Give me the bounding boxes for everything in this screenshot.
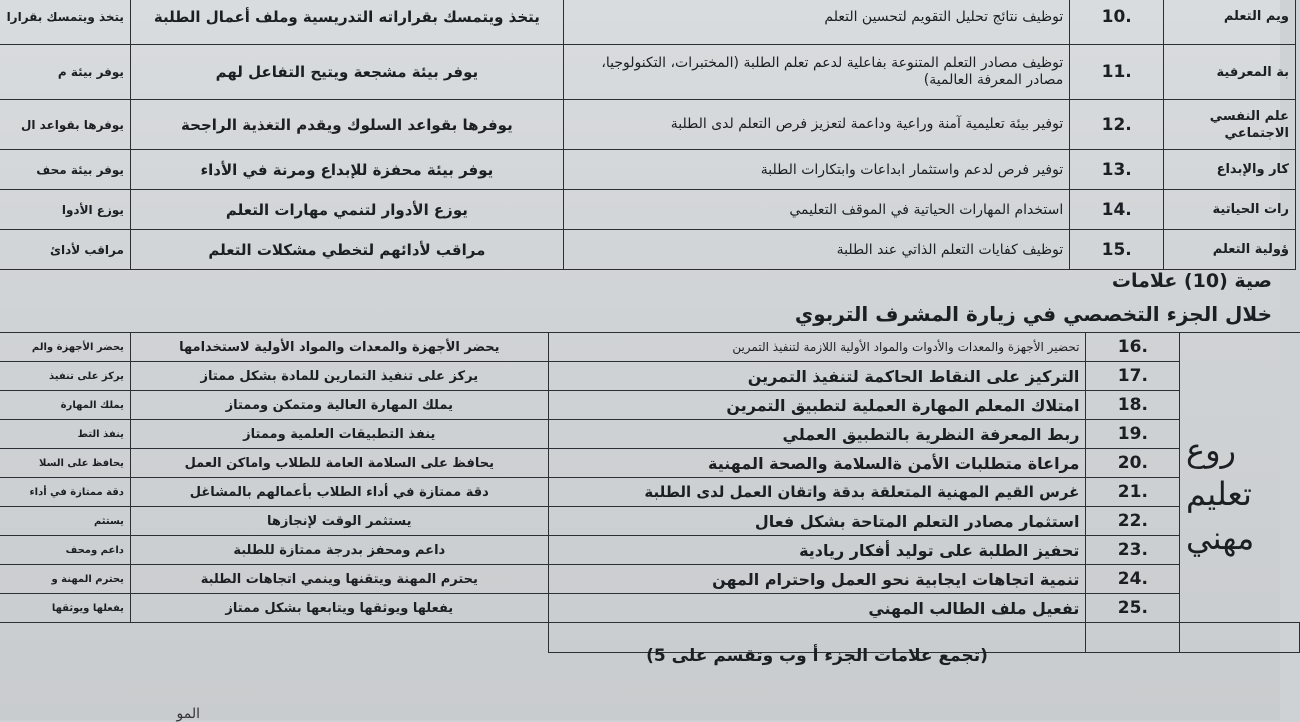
item-number: 12.: [1070, 100, 1164, 150]
table-row: [0, 190, 1296, 230]
table-row: [0, 536, 1300, 565]
cut-cell: يتخذ ويتمسك بقرارا: [0, 0, 130, 45]
domain-cell: رات الحياتية: [1164, 190, 1296, 230]
cut-cell: يحترم المهنة و: [0, 565, 130, 594]
table-row: [0, 362, 1300, 391]
criterion-cell: تنمية اتجاهات ايجابية نحو العمل واحترام المهن: [548, 565, 1086, 594]
table-row: [0, 391, 1300, 420]
cut-cell: يملك المهارة: [0, 391, 130, 420]
table-row: [0, 230, 1296, 270]
cut-cell: يحضر الأجهزة والم: [0, 333, 130, 362]
criterion-cell: توظيف نتائج تحليل التقويم لتحسين التعلم: [563, 0, 1069, 45]
table-row: [0, 150, 1296, 190]
criterion-cell: استثمار مصادر التعلم المتاحة بشكل فعال: [548, 507, 1086, 536]
performance-cell: يركز على تنفيذ التمارين للمادة بشكل ممتاز: [130, 362, 548, 391]
item-number: 16.: [1086, 333, 1180, 362]
performance-cell: يحترم المهنة ويتقنها وينمي اتجاهات الطلبة: [130, 565, 548, 594]
table-row: [0, 449, 1300, 478]
performance-cell: ينفذ التطبيقات العلمية وممتاز: [130, 420, 548, 449]
criterion-cell: غرس القيم المهنية المتعلقة بدقة واتقان العمل لدى الطلبة: [548, 478, 1086, 507]
performance-cell: يوفر بيئة محفزة للإبداع ومرنة في الأداء: [130, 150, 563, 190]
cut-cell: يحافظ على السلا: [0, 449, 130, 478]
item-number: 23.: [1086, 536, 1180, 565]
table-row: [0, 594, 1300, 623]
domain-cell: ويم التعلم: [1164, 0, 1296, 45]
item-number: 10.: [1070, 0, 1164, 45]
criterion-cell: تفعيل ملف الطالب المهني: [548, 594, 1086, 623]
performance-cell: دقة ممتازة في أداء الطلاب بأعمالهم بالمشاغل: [130, 478, 548, 507]
table-row: [0, 565, 1300, 594]
side-heading-line: مهني: [1186, 519, 1255, 557]
cut-cell: داعم ومحف: [0, 536, 130, 565]
cut-cell: يوزع الأدوا: [0, 190, 130, 230]
criterion-cell: تحضير الأجهزة والمعدات والأدوات والمواد الأولية اللازمة لتنفيذ التمرين: [548, 333, 1086, 362]
performance-cell: داعم ومحفز بدرجة ممتازة للطلبة: [130, 536, 548, 565]
item-number: 14.: [1070, 190, 1164, 230]
cut-cell: يوفرها بقواعد ال: [0, 100, 130, 150]
side-heading-line: روع: [1186, 431, 1236, 469]
item-number: 25.: [1086, 594, 1180, 623]
item-number: 22.: [1086, 507, 1180, 536]
criterion-cell: استخدام المهارات الحياتية في الموقف التعليمي: [563, 190, 1069, 230]
table-row: [0, 333, 1300, 362]
cut-cell: يوفر بيئة م: [0, 45, 130, 100]
table-row: [0, 45, 1296, 100]
cut-cell: يفعلها ويوثقها: [0, 594, 130, 623]
item-number: 24.: [1086, 565, 1180, 594]
item-number: 15.: [1070, 230, 1164, 270]
criterion-cell: مراعاة متطلبات الأمن ةالسلامة والصحة المهنية: [548, 449, 1086, 478]
performance-cell: يستثمر الوقت لإنجازها: [130, 507, 548, 536]
performance-cell: يحضر الأجهزة والمعدات والمواد الأولية لاستخدامها: [130, 333, 548, 362]
performance-cell: يحافظ على السلامة العامة للطلاب واماكن العمل: [130, 449, 548, 478]
performance-cell: يوزع الأدوار لتنمي مهارات التعلم: [130, 190, 563, 230]
criterion-cell: ربط المعرفة النظرية بالتطبيق العملي: [548, 420, 1086, 449]
evaluation-table-part-b: [0, 332, 1300, 653]
criterion-cell: توظيف كفايات التعلم الذاتي عند الطلبة: [563, 230, 1069, 270]
item-number: 18.: [1086, 391, 1180, 420]
performance-cell: يفعلها ويوثقها ويتابعها بشكل ممتاز: [130, 594, 548, 623]
performance-cell: يملك المهارة العالية ومتمكن وممتاز: [130, 391, 548, 420]
domain-cell: علم النفسي الاجتماعي: [1164, 100, 1296, 150]
footer-fragment: المو: [176, 706, 200, 722]
item-number: 19.: [1086, 420, 1180, 449]
criterion-cell: توفير بيئة تعليمية آمنة وراعية وداعمة لتعزيز فرص التعلم لدى الطلبة: [563, 100, 1069, 150]
total-note: (تجمع علامات الجزء أ وب وتقسم على 5): [646, 646, 988, 666]
item-number: 21.: [1086, 478, 1180, 507]
domain-cell: ؤولية التعلم: [1164, 230, 1296, 270]
table-row: [0, 507, 1300, 536]
table-row: [0, 100, 1296, 150]
section-subtitle: خلال الجزء التخصصي في زيارة المشرف التربوي: [794, 302, 1272, 326]
item-number: 13.: [1070, 150, 1164, 190]
criterion-cell: توفير فرص لدعم واستثمار ابداعات وابتكارات الطلبة: [563, 150, 1069, 190]
cut-cell: يركز على تنفيذ: [0, 362, 130, 391]
item-number: 20.: [1086, 449, 1180, 478]
criterion-cell: توظيف مصادر التعلم المتنوعة بفاعلية لدعم تعلم الطلبة (المختبرات، التكنولوجيا، مصادر المعرفة العالمية): [563, 45, 1069, 100]
cut-cell: يوفر بيئة محف: [0, 150, 130, 190]
criterion-cell: التركيز على النقاط الحاكمة لتنفيذ التمرين: [548, 362, 1086, 391]
table-row: [0, 420, 1300, 449]
cut-cell: دقة ممتازة في أداء: [0, 478, 130, 507]
cut-cell: ينفذ التط: [0, 420, 130, 449]
table-row: [0, 0, 1296, 45]
side-heading-line: تعليم: [1186, 475, 1252, 513]
performance-cell: يوفرها بقواعد السلوك ويقدم التغذية الراجحة: [130, 100, 563, 150]
section-title: صية (10) علامات: [1111, 270, 1272, 292]
evaluation-table-part-a: [0, 0, 1296, 270]
criterion-cell: امتلاك المعلم المهارة العملية لتطبيق التمرين: [548, 391, 1086, 420]
cut-cell: يستثم: [0, 507, 130, 536]
item-number: 11.: [1070, 45, 1164, 100]
domain-cell: بة المعرفية: [1164, 45, 1296, 100]
performance-cell: يتخذ ويتمسك بقراراته التدريسية وملف أعمال الطلبة: [130, 0, 563, 45]
domain-cell: كار والإبداع: [1164, 150, 1296, 190]
performance-cell: يوفر بيئة مشجعة ويتيح التفاعل لهم: [130, 45, 563, 100]
cut-cell: مراقب لأدائ: [0, 230, 130, 270]
table-row: [0, 478, 1300, 507]
performance-cell: مراقب لأدائهم لتخطي مشكلات التعلم: [130, 230, 563, 270]
side-heading: [1186, 428, 1276, 560]
item-number: 17.: [1086, 362, 1180, 391]
criterion-cell: تحفيز الطلبة على توليد أفكار ريادية: [548, 536, 1086, 565]
